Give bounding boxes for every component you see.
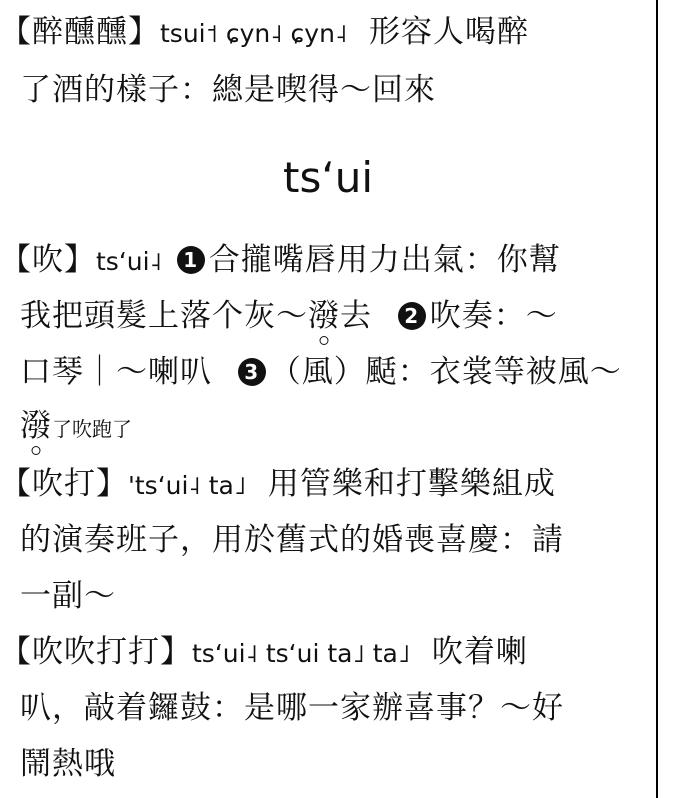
dotted-character: 潑 [308,296,340,336]
dotted-character: 潑 [20,406,52,446]
entry-romanization: ts‘ui˨ ts‘ui ta˩ ta˩ [192,639,411,668]
entry-headword: 【醉醺醺】 [0,14,160,50]
entry-chui-line-2 [20,296,558,336]
entry-definition: 用管樂和打擊樂組成 [267,466,556,502]
entry-definition-continued: 了酒的樣子：總是喫得～回來 [20,72,436,108]
entry-romanization: tsui˦ ɕyn˨ ɕyn˨ [160,19,348,48]
entry-chuida-line-2 [20,520,564,560]
entry-chuichuidada-line-1 [0,632,528,674]
entry-example: 一副～ [20,578,116,614]
column-rule [656,0,658,798]
entry-definition-continued: 叭，敲着鑼鼓：是哪一家辦喜事？～好 [20,690,564,726]
entry-example-end: 鬧熱哦 [20,746,116,782]
sense-1-definition: 合攏嘴唇用力出氣：你幫 [208,242,561,278]
entry-definition: 吹着喇 [431,634,528,670]
sense-3-definition: （風）颳：衣裳等被風～ [269,354,622,390]
entry-romanization: 'ts‘ui˨ ta˩ [128,471,247,500]
sense-number-1: 1 [177,246,205,274]
entry-headword: 【吹吹打打】 [0,634,192,670]
entry-chui-line-4 [20,406,132,449]
entry-zuixunxun-line-1 [0,12,529,54]
sense-2-examples: 口琴｜～喇叭 [20,354,212,390]
entry-headword: 【吹】 [0,242,96,278]
sense-1-definition-continued: 我把頭髮上落个灰～ [20,298,308,334]
sense-2-definition: 吹奏：～ [429,298,558,334]
entry-chuichuidada-line-2 [20,688,564,728]
entry-definition: 形容人喝醉 [369,14,529,50]
entry-chuida-line-3 [20,576,116,616]
entry-zuixunxun-line-2 [20,70,436,110]
sense-number-3: 3 [238,358,266,386]
entry-definition-continued: 的演奏班子，用於舊式的婚喪喜慶：請 [20,522,564,558]
entry-chuida-line-1 [0,464,556,506]
pronunciation-dot-mark [320,336,329,345]
entry-chuichuidada-line-3 [20,744,116,784]
entry-chui-line-1 [0,240,561,282]
entry-romanization: ts‘ui˨ [96,247,162,276]
section-heading: ts‘ui [283,153,373,202]
sense-1-definition-end: 去 [340,298,372,334]
sense-3-gloss: 了吹跑了 [52,417,132,441]
entry-headword: 【吹打】 [0,466,128,502]
sense-number-2: 2 [398,302,426,330]
entry-chui-line-3 [20,352,622,392]
pronunciation-dot-mark [32,446,41,455]
